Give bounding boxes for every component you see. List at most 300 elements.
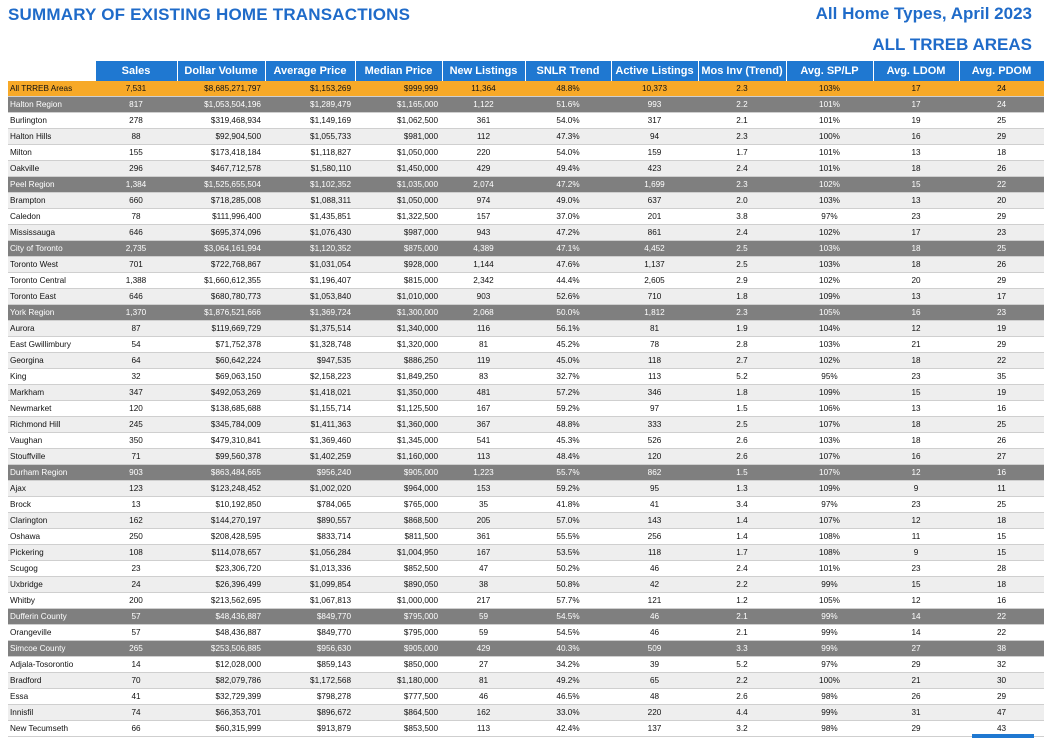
area-name-cell: Clarington <box>8 513 95 529</box>
table-row <box>8 673 1044 689</box>
table-cell: 646 <box>95 225 177 241</box>
table-cell: 4,389 <box>442 241 525 257</box>
table-cell: 23 <box>873 369 959 385</box>
table-cell: 903 <box>442 289 525 305</box>
table-cell: 24 <box>959 81 1044 97</box>
table-cell: 26 <box>959 433 1044 449</box>
region-row <box>8 97 1044 113</box>
table-cell: $1,031,054 <box>265 257 355 273</box>
area-name-cell: Innisfil <box>8 705 95 721</box>
table-cell: 100% <box>786 129 873 145</box>
table-cell: 59.2% <box>525 481 611 497</box>
table-cell: 2.4 <box>698 561 786 577</box>
table-cell: 97% <box>786 209 873 225</box>
table-cell: 47.2% <box>525 177 611 193</box>
table-cell: 98% <box>786 721 873 737</box>
table-cell: 34.2% <box>525 657 611 673</box>
table-cell: 18 <box>873 161 959 177</box>
table-cell: 15 <box>873 385 959 401</box>
table-cell: $92,904,500 <box>177 129 265 145</box>
table-cell: $1,350,000 <box>355 385 442 401</box>
table-cell: 862 <box>611 465 698 481</box>
table-cell: 48 <box>611 689 698 705</box>
table-cell: 101% <box>786 97 873 113</box>
table-cell: 903 <box>95 465 177 481</box>
table-cell: 25 <box>959 241 1044 257</box>
table-cell: $1,180,000 <box>355 673 442 689</box>
region-row <box>8 305 1044 321</box>
table-cell: 10,373 <box>611 81 698 97</box>
table-row <box>8 337 1044 353</box>
table-cell: 41 <box>95 689 177 705</box>
table-cell: 220 <box>611 705 698 721</box>
area-name-cell: Scugog <box>8 561 95 577</box>
column-header: Average Price <box>265 61 355 81</box>
table-row <box>8 161 1044 177</box>
table-body <box>8 81 1044 737</box>
table-cell: $144,270,197 <box>177 513 265 529</box>
table-cell: 3.4 <box>698 497 786 513</box>
table-cell: 2,605 <box>611 273 698 289</box>
table-cell: 40.3% <box>525 641 611 657</box>
area-name-cell: Burlington <box>8 113 95 129</box>
table-cell: 2.2 <box>698 673 786 689</box>
table-cell: 50.8% <box>525 577 611 593</box>
table-cell: 1.3 <box>698 481 786 497</box>
table-row <box>8 321 1044 337</box>
table-cell: 41 <box>611 497 698 513</box>
table-cell: $138,685,688 <box>177 401 265 417</box>
table-cell: 993 <box>611 97 698 113</box>
table-cell: 2.1 <box>698 625 786 641</box>
table-cell: 99% <box>786 705 873 721</box>
table-cell: 59 <box>442 609 525 625</box>
table-cell: 25 <box>959 113 1044 129</box>
table-cell: $114,078,657 <box>177 545 265 561</box>
table-cell: $99,560,378 <box>177 449 265 465</box>
table-cell: $345,784,009 <box>177 417 265 433</box>
table-cell: 2.9 <box>698 273 786 289</box>
table-cell: 22 <box>959 177 1044 193</box>
table-cell: $1,876,521,666 <box>177 305 265 321</box>
table-cell: 47.1% <box>525 241 611 257</box>
table-cell: 35 <box>959 369 1044 385</box>
table-cell: 4.4 <box>698 705 786 721</box>
column-header: Avg. PDOM <box>959 61 1044 81</box>
area-name-cell: Simcoe County <box>8 641 95 657</box>
table-cell: $875,000 <box>355 241 442 257</box>
table-cell: 18 <box>959 145 1044 161</box>
table-cell: 26 <box>873 689 959 705</box>
table-cell: 1.4 <box>698 529 786 545</box>
table-cell: $1,004,950 <box>355 545 442 561</box>
table-cell: $1,149,169 <box>265 113 355 129</box>
table-cell: 29 <box>959 689 1044 705</box>
table-cell: 64 <box>95 353 177 369</box>
region-row <box>8 465 1044 481</box>
table-cell: $173,418,184 <box>177 145 265 161</box>
table-cell: $811,500 <box>355 529 442 545</box>
region-row <box>8 177 1044 193</box>
table-cell: 57.2% <box>525 385 611 401</box>
table-cell: 23 <box>873 561 959 577</box>
table-cell: 78 <box>95 209 177 225</box>
table-cell: 32.7% <box>525 369 611 385</box>
table-cell: $849,770 <box>265 609 355 625</box>
table-cell: 167 <box>442 401 525 417</box>
table-cell: 18 <box>959 577 1044 593</box>
table-cell: 95% <box>786 369 873 385</box>
table-cell: 23 <box>959 225 1044 241</box>
table-cell: 56.1% <box>525 321 611 337</box>
table-cell: $1,450,000 <box>355 161 442 177</box>
table-cell: $66,353,701 <box>177 705 265 721</box>
table-cell: 107% <box>786 449 873 465</box>
table-cell: 157 <box>442 209 525 225</box>
table-cell: 49.2% <box>525 673 611 689</box>
table-cell: 103% <box>786 337 873 353</box>
table-cell: $1,660,612,355 <box>177 273 265 289</box>
table-cell: 22 <box>959 353 1044 369</box>
table-cell: $111,996,400 <box>177 209 265 225</box>
table-cell: 21 <box>873 337 959 353</box>
table-cell: 50.0% <box>525 305 611 321</box>
table-row <box>8 257 1044 273</box>
table-cell: 167 <box>442 545 525 561</box>
table-cell: 17 <box>873 225 959 241</box>
area-name-cell: Pickering <box>8 545 95 561</box>
table-cell: 98% <box>786 689 873 705</box>
table-cell: $853,500 <box>355 721 442 737</box>
table-cell: 137 <box>611 721 698 737</box>
area-name-cell: Brampton <box>8 193 95 209</box>
table-cell: 2.3 <box>698 129 786 145</box>
table-cell: $886,250 <box>355 353 442 369</box>
period-title: All Home Types, April 2023 <box>815 4 1032 23</box>
table-cell: $890,050 <box>355 577 442 593</box>
table-cell: $1,053,504,196 <box>177 97 265 113</box>
table-cell: 46.5% <box>525 689 611 705</box>
table-cell: 78 <box>611 337 698 353</box>
table-cell: $815,000 <box>355 273 442 289</box>
table-cell: 101% <box>786 561 873 577</box>
table-cell: $795,000 <box>355 625 442 641</box>
area-name-cell: Vaughan <box>8 433 95 449</box>
table-cell: 2.5 <box>698 241 786 257</box>
table-cell: 256 <box>611 529 698 545</box>
footer-accent-bar <box>972 734 1034 738</box>
table-cell: 817 <box>95 97 177 113</box>
table-cell: $69,063,150 <box>177 369 265 385</box>
table-cell: 1,812 <box>611 305 698 321</box>
table-cell: 205 <box>442 513 525 529</box>
table-cell: 11 <box>959 481 1044 497</box>
table-cell: $12,028,000 <box>177 657 265 673</box>
table-cell: 3.2 <box>698 721 786 737</box>
table-cell: 35 <box>442 497 525 513</box>
table-cell: 24 <box>959 97 1044 113</box>
table-cell: $999,999 <box>355 81 442 97</box>
table-cell: 2,074 <box>442 177 525 193</box>
column-header: Active Listings <box>611 61 698 81</box>
column-header: Avg. LDOM <box>873 61 959 81</box>
table-cell: 54.5% <box>525 609 611 625</box>
table-cell: 346 <box>611 385 698 401</box>
table-cell: 120 <box>611 449 698 465</box>
table-cell: 17 <box>873 81 959 97</box>
page-title: SUMMARY OF EXISTING HOME TRANSACTIONS <box>8 5 411 24</box>
table-cell: 2.3 <box>698 177 786 193</box>
table-cell: 103% <box>786 241 873 257</box>
table-cell: 16 <box>959 465 1044 481</box>
area-name-cell: Brock <box>8 497 95 513</box>
area-name-cell: Georgina <box>8 353 95 369</box>
table-cell: 97% <box>786 497 873 513</box>
table-cell: 17 <box>873 97 959 113</box>
table-cell: 55.7% <box>525 465 611 481</box>
table-cell: $722,768,867 <box>177 257 265 273</box>
table-cell: 13 <box>873 289 959 305</box>
table-cell: 16 <box>873 449 959 465</box>
table-cell: $833,714 <box>265 529 355 545</box>
table-row <box>8 417 1044 433</box>
table-cell: 28 <box>959 561 1044 577</box>
table-row <box>8 449 1044 465</box>
table-cell: 30 <box>959 673 1044 689</box>
column-header-blank <box>8 61 95 81</box>
table-row <box>8 545 1044 561</box>
table-cell: 113 <box>611 369 698 385</box>
table-cell: 15 <box>873 577 959 593</box>
table-cell: 38 <box>959 641 1044 657</box>
table-cell: 350 <box>95 433 177 449</box>
table-cell: $48,436,887 <box>177 625 265 641</box>
area-name-cell: City of Toronto <box>8 241 95 257</box>
table-cell: 113 <box>442 721 525 737</box>
table-cell: 1,223 <box>442 465 525 481</box>
table-cell: $1,322,500 <box>355 209 442 225</box>
table-cell: 109% <box>786 385 873 401</box>
table-cell: 317 <box>611 113 698 129</box>
table-cell: $680,780,773 <box>177 289 265 305</box>
table-cell: 541 <box>442 433 525 449</box>
table-cell: 333 <box>611 417 698 433</box>
table-row <box>8 721 1044 737</box>
table-cell: $1,153,269 <box>265 81 355 97</box>
table-cell: 9 <box>873 481 959 497</box>
table-cell: 109% <box>786 289 873 305</box>
table-row <box>8 577 1044 593</box>
table-cell: 45.0% <box>525 353 611 369</box>
area-name-cell: Markham <box>8 385 95 401</box>
area-name-cell: Essa <box>8 689 95 705</box>
table-cell: 14 <box>873 609 959 625</box>
table-cell: 46 <box>611 561 698 577</box>
table-cell: 83 <box>442 369 525 385</box>
column-header: Dollar Volume <box>177 61 265 81</box>
table-cell: 123 <box>95 481 177 497</box>
table-cell: $1,165,000 <box>355 97 442 113</box>
table-cell: 52.6% <box>525 289 611 305</box>
area-name-cell: Richmond Hill <box>8 417 95 433</box>
table-cell: 2,342 <box>442 273 525 289</box>
table-cell: 1.7 <box>698 145 786 161</box>
table-cell: 245 <box>95 417 177 433</box>
table-cell: 102% <box>786 177 873 193</box>
table-cell: $1,369,460 <box>265 433 355 449</box>
table-cell: $60,315,999 <box>177 721 265 737</box>
table-row <box>8 145 1044 161</box>
table-cell: $8,685,271,797 <box>177 81 265 97</box>
column-header: Mos Inv (Trend) <box>698 61 786 81</box>
table-cell: 278 <box>95 113 177 129</box>
table-cell: 102% <box>786 273 873 289</box>
table-cell: $964,000 <box>355 481 442 497</box>
table-cell: 65 <box>611 673 698 689</box>
table-row <box>8 433 1044 449</box>
area-name-cell: Halton Hills <box>8 129 95 145</box>
table-cell: 70 <box>95 673 177 689</box>
table-cell: 121 <box>611 593 698 609</box>
table-cell: 81 <box>442 673 525 689</box>
table-cell: 18 <box>873 257 959 273</box>
table-cell: 1,388 <box>95 273 177 289</box>
table-row <box>8 561 1044 577</box>
table-cell: $905,000 <box>355 465 442 481</box>
table-cell: 26 <box>959 257 1044 273</box>
table-cell: 103% <box>786 257 873 273</box>
table-cell: 11 <box>873 529 959 545</box>
table-cell: $1,125,500 <box>355 401 442 417</box>
table-row <box>8 113 1044 129</box>
table-cell: 97% <box>786 657 873 673</box>
table-cell: $1,062,500 <box>355 113 442 129</box>
table-cell: 2.8 <box>698 337 786 353</box>
table-cell: $1,360,000 <box>355 417 442 433</box>
table-cell: 12 <box>873 321 959 337</box>
table-cell: $1,067,813 <box>265 593 355 609</box>
table-cell: 481 <box>442 385 525 401</box>
table-cell: 59 <box>442 625 525 641</box>
table-cell: 5.2 <box>698 369 786 385</box>
table-cell: 74 <box>95 705 177 721</box>
table-cell: 46 <box>442 689 525 705</box>
table-cell: $852,500 <box>355 561 442 577</box>
table-cell: 201 <box>611 209 698 225</box>
table-cell: $784,065 <box>265 497 355 513</box>
table-cell: 15 <box>959 529 1044 545</box>
table-cell: 71 <box>95 449 177 465</box>
table-row <box>8 129 1044 145</box>
table-cell: 22 <box>959 609 1044 625</box>
table-cell: 47.3% <box>525 129 611 145</box>
table-cell: 95 <box>611 481 698 497</box>
table-cell: 81 <box>442 337 525 353</box>
table-cell: $1,053,840 <box>265 289 355 305</box>
table-cell: $1,369,724 <box>265 305 355 321</box>
column-header: SNLR Trend <box>525 61 611 81</box>
table-cell: 42 <box>611 577 698 593</box>
table-cell: 2.1 <box>698 113 786 129</box>
table-cell: 24 <box>95 577 177 593</box>
table-cell: $1,340,000 <box>355 321 442 337</box>
table-cell: $695,374,096 <box>177 225 265 241</box>
transactions-table <box>8 61 1045 737</box>
table-cell: 29 <box>959 337 1044 353</box>
table-cell: 99% <box>786 641 873 657</box>
table-cell: $956,240 <box>265 465 355 481</box>
table-cell: 361 <box>442 529 525 545</box>
area-name-cell: York Region <box>8 305 95 321</box>
table-cell: 3.3 <box>698 641 786 657</box>
table-cell: 116 <box>442 321 525 337</box>
table-cell: $913,879 <box>265 721 355 737</box>
table-cell: 103% <box>786 81 873 97</box>
table-row <box>8 289 1044 305</box>
table-cell: $850,000 <box>355 657 442 673</box>
table-cell: 107% <box>786 417 873 433</box>
table-cell: 25 <box>959 417 1044 433</box>
table-cell: 108 <box>95 545 177 561</box>
table-cell: 347 <box>95 385 177 401</box>
table-cell: 107% <box>786 513 873 529</box>
column-header: Sales <box>95 61 177 81</box>
table-cell: $208,428,595 <box>177 529 265 545</box>
table-cell: 4,452 <box>611 241 698 257</box>
table-cell: 37.0% <box>525 209 611 225</box>
table-cell: 16 <box>959 401 1044 417</box>
area-name-cell: Whitby <box>8 593 95 609</box>
table-cell: $1,300,000 <box>355 305 442 321</box>
table-cell: 2.6 <box>698 689 786 705</box>
table-cell: 48.4% <box>525 449 611 465</box>
table-cell: $956,630 <box>265 641 355 657</box>
table-cell: 2.3 <box>698 305 786 321</box>
table-row <box>8 209 1044 225</box>
table-cell: $71,752,378 <box>177 337 265 353</box>
table-cell: 16 <box>873 305 959 321</box>
table-cell: 2.7 <box>698 353 786 369</box>
column-header: Median Price <box>355 61 442 81</box>
area-name-cell: Ajax <box>8 481 95 497</box>
table-cell: $492,053,269 <box>177 385 265 401</box>
table-cell: $1,328,748 <box>265 337 355 353</box>
table-row <box>8 385 1044 401</box>
table-cell: 32 <box>959 657 1044 673</box>
table-cell: $1,010,000 <box>355 289 442 305</box>
table-cell: 44.4% <box>525 273 611 289</box>
table-row <box>8 705 1044 721</box>
table-cell: 1.4 <box>698 513 786 529</box>
table-cell: 109% <box>786 481 873 497</box>
table-cell: 53.5% <box>525 545 611 561</box>
table-cell: 16 <box>873 129 959 145</box>
table-cell: 17 <box>959 289 1044 305</box>
table-cell: 16 <box>959 593 1044 609</box>
table-cell: 27 <box>873 641 959 657</box>
table-cell: $765,000 <box>355 497 442 513</box>
region-row <box>8 641 1044 657</box>
table-cell: 33.0% <box>525 705 611 721</box>
table-cell: $467,712,578 <box>177 161 265 177</box>
table-cell: 45.3% <box>525 433 611 449</box>
table-cell: $10,192,850 <box>177 497 265 513</box>
table-cell: 11,364 <box>442 81 525 97</box>
table-cell: 39 <box>611 657 698 673</box>
table-cell: 88 <box>95 129 177 145</box>
table-cell: 42.4% <box>525 721 611 737</box>
table-cell: 155 <box>95 145 177 161</box>
